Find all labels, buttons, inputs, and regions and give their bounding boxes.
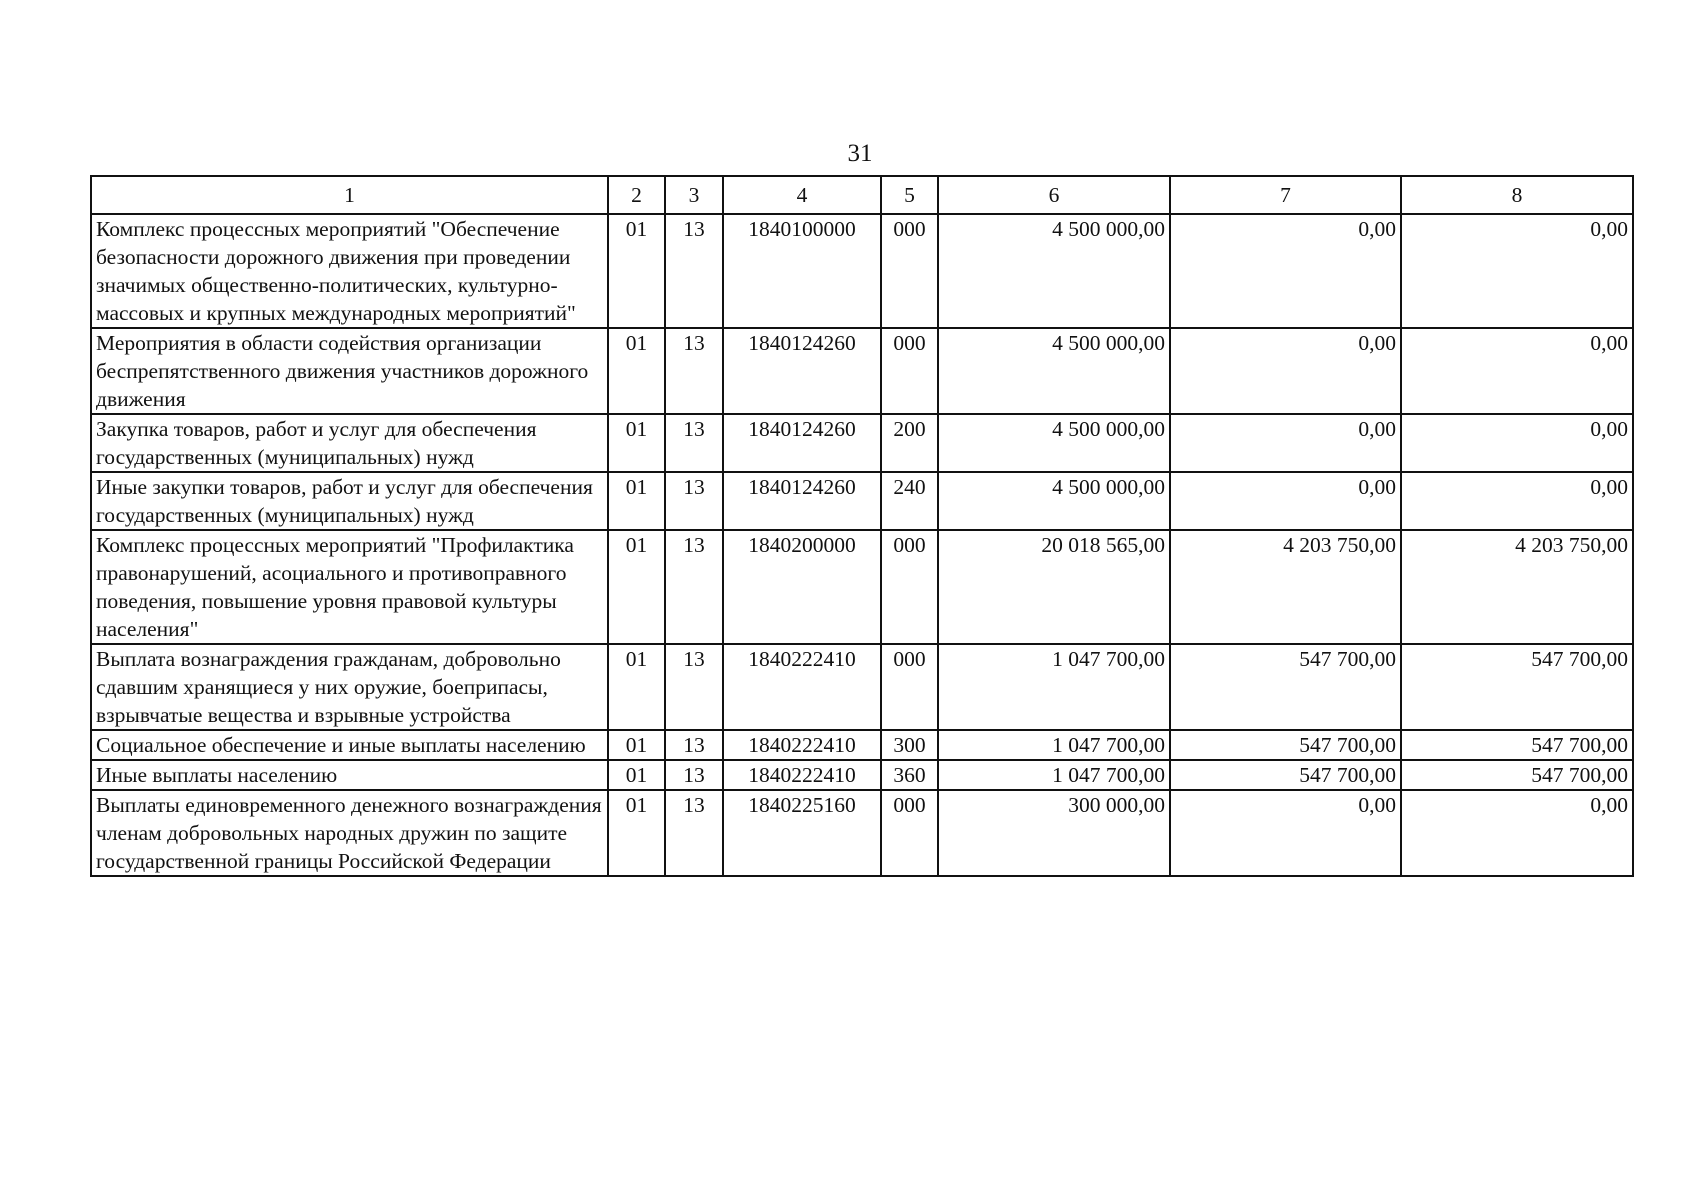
- row-name: Мероприятия в области содействия организации беспрепятственного движения участников дорожного движения: [91, 328, 608, 414]
- row-target-code: 1840100000: [723, 214, 881, 328]
- header-col-8: 8: [1401, 176, 1633, 214]
- row-amount-col7: 547 700,00: [1170, 760, 1401, 790]
- table-row: [91, 414, 1633, 472]
- row-amount-col8: 0,00: [1401, 414, 1633, 472]
- row-expense-type: 200: [881, 414, 938, 472]
- row-subsection: 13: [665, 328, 723, 414]
- budget-table: [90, 175, 1634, 877]
- table-header: [91, 176, 1633, 214]
- row-section: 01: [608, 414, 665, 472]
- row-target-code: 1840222410: [723, 760, 881, 790]
- row-subsection: 13: [665, 760, 723, 790]
- row-amount-col8: 0,00: [1401, 790, 1633, 876]
- row-section: 01: [608, 472, 665, 530]
- row-section: 01: [608, 328, 665, 414]
- row-name: Иные выплаты населению: [91, 760, 608, 790]
- row-target-code: 1840124260: [723, 472, 881, 530]
- row-amount-col8: 0,00: [1401, 472, 1633, 530]
- row-name: Иные закупки товаров, работ и услуг для обеспечения государственных (муниципальных) нужд: [91, 472, 608, 530]
- row-amount-col7: 0,00: [1170, 472, 1401, 530]
- table-row: [91, 530, 1633, 644]
- row-section: 01: [608, 644, 665, 730]
- row-name: Выплата вознаграждения гражданам, добровольно сдавшим хранящиеся у них оружие, боеприпасы, взрывчатые вещества и взрывные устройства: [91, 644, 608, 730]
- row-expense-type: 000: [881, 644, 938, 730]
- page-number: 31: [847, 140, 873, 167]
- row-amount-col6: 1 047 700,00: [938, 644, 1170, 730]
- row-name: Комплекс процессных мероприятий "Профилактика правонарушений, асоциального и противоправного поведения, повышение уровня правовой культуры населения": [91, 530, 608, 644]
- row-amount-col8: 547 700,00: [1401, 644, 1633, 730]
- row-section: 01: [608, 760, 665, 790]
- row-amount-col7: 0,00: [1170, 328, 1401, 414]
- row-section: 01: [608, 214, 665, 328]
- row-name: Закупка товаров, работ и услуг для обеспечения государственных (муниципальных) нужд: [91, 414, 608, 472]
- table-row: [91, 790, 1633, 876]
- row-name: Социальное обеспечение и иные выплаты населению: [91, 730, 608, 760]
- row-subsection: 13: [665, 530, 723, 644]
- row-section: 01: [608, 530, 665, 644]
- row-target-code: 1840222410: [723, 644, 881, 730]
- row-target-code: 1840225160: [723, 790, 881, 876]
- table-row: [91, 472, 1633, 530]
- table-row: [91, 644, 1633, 730]
- row-amount-col6: 4 500 000,00: [938, 414, 1170, 472]
- table-body: [91, 214, 1633, 876]
- row-amount-col8: 0,00: [1401, 328, 1633, 414]
- row-amount-col8: 0,00: [1401, 214, 1633, 328]
- row-amount-col8: 547 700,00: [1401, 730, 1633, 760]
- table-row: [91, 328, 1633, 414]
- row-amount-col7: 547 700,00: [1170, 644, 1401, 730]
- row-amount-col7: 0,00: [1170, 790, 1401, 876]
- row-amount-col7: 4 203 750,00: [1170, 530, 1401, 644]
- header-col-6: 6: [938, 176, 1170, 214]
- row-expense-type: 000: [881, 530, 938, 644]
- table-row: [91, 214, 1633, 328]
- header-col-3: 3: [665, 176, 723, 214]
- row-target-code: 1840222410: [723, 730, 881, 760]
- row-expense-type: 300: [881, 730, 938, 760]
- row-expense-type: 360: [881, 760, 938, 790]
- row-amount-col6: 1 047 700,00: [938, 730, 1170, 760]
- row-subsection: 13: [665, 414, 723, 472]
- row-subsection: 13: [665, 644, 723, 730]
- table-row: [91, 760, 1633, 790]
- row-name: Комплекс процессных мероприятий "Обеспечение безопасности дорожного движения при проведении значимых общественно-политических, культурно-массовых и крупных международных мероприятий": [91, 214, 608, 328]
- header-col-1: 1: [91, 176, 608, 214]
- row-amount-col7: 547 700,00: [1170, 730, 1401, 760]
- row-expense-type: 240: [881, 472, 938, 530]
- row-subsection: 13: [665, 472, 723, 530]
- row-subsection: 13: [665, 214, 723, 328]
- row-amount-col6: 300 000,00: [938, 790, 1170, 876]
- header-row: [91, 176, 1633, 214]
- row-amount-col8: 4 203 750,00: [1401, 530, 1633, 644]
- row-target-code: 1840124260: [723, 414, 881, 472]
- row-section: 01: [608, 730, 665, 760]
- row-amount-col6: 4 500 000,00: [938, 214, 1170, 328]
- row-amount-col6: 4 500 000,00: [938, 328, 1170, 414]
- row-target-code: 1840200000: [723, 530, 881, 644]
- row-expense-type: 000: [881, 214, 938, 328]
- row-expense-type: 000: [881, 790, 938, 876]
- row-amount-col6: 20 018 565,00: [938, 530, 1170, 644]
- header-col-2: 2: [608, 176, 665, 214]
- header-col-7: 7: [1170, 176, 1401, 214]
- row-amount-col7: 0,00: [1170, 414, 1401, 472]
- row-amount-col6: 4 500 000,00: [938, 472, 1170, 530]
- row-target-code: 1840124260: [723, 328, 881, 414]
- row-name: Выплаты единовременного денежного вознаграждения членам добровольных народных дружин по защите государственной границы Российской Федерации: [91, 790, 608, 876]
- header-col-4: 4: [723, 176, 881, 214]
- row-subsection: 13: [665, 730, 723, 760]
- row-amount-col6: 1 047 700,00: [938, 760, 1170, 790]
- row-amount-col7: 0,00: [1170, 214, 1401, 328]
- row-section: 01: [608, 790, 665, 876]
- row-expense-type: 000: [881, 328, 938, 414]
- row-subsection: 13: [665, 790, 723, 876]
- table-row: [91, 730, 1633, 760]
- row-amount-col8: 547 700,00: [1401, 760, 1633, 790]
- header-col-5: 5: [881, 176, 938, 214]
